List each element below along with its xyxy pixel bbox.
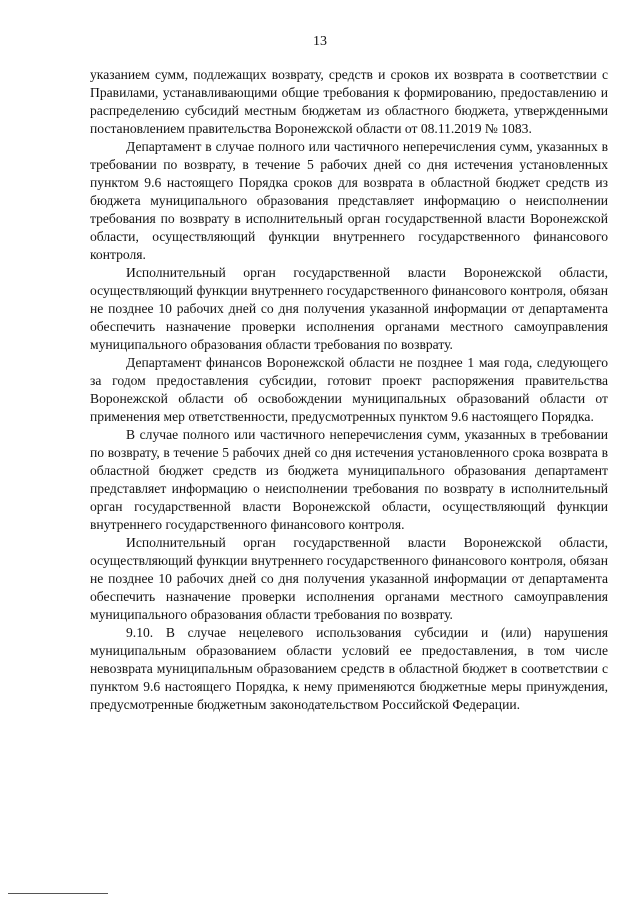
paragraph-clause-9-10: 9.10. В случае нецелевого использования субсидии и (или) нарушения муниципальным образованием области условий ее предоставления, в том числе невозврата муниципальным образованием средств в областной бюджет в соответствии с пунктом 9.6 настоящего Порядка, к нему применяются бюджетные меры принуждения, предусмотренные бюджетным законодательством Российской Федерации. [90, 625, 608, 712]
paragraph: Департамент в случае полного или частичного неперечисления сумм, указанных в требовании по возврату, в течение 5 рабочих дней со дня истечения установленных пунктом 9.6 настоящего Порядка сроков для возврата в областной бюджет средств из бюджета муниципального образования представляет информацию о неисполнении требования по возврату в исполнительный орган государственной власти Воронежской области, осуществляющий функции внутреннего государственного финансового контроля. [90, 139, 608, 262]
document-body [90, 66, 608, 714]
paragraph: Исполнительный орган государственной власти Воронежской области, осуществляющий функции внутреннего государственного финансового контроля, обязан не позднее 10 рабочих дней со дня получения указанной информации от департамента обеспечить назначение проверки исполнения органами местного самоуправления муниципального образования области требования по возврату. [90, 535, 608, 622]
paragraph-continuation: указанием сумм, подлежащих возврату, средств и сроков их возврата в соответствии с Правилами, устанавливающими общие требования к формированию, предоставлению и распределению субсидий местным бюджетам из областного бюджета, утвержденными постановлением правительства Воронежской области от 08.11.2019 № 1083. [90, 67, 608, 136]
footer-rule [8, 893, 108, 894]
paragraph: Департамент финансов Воронежской области не позднее 1 мая года, следующего за годом предоставления субсидии, готовит проект распоряжения правительства Воронежской области об освобождении муниципальных образований области от применения мер ответственности, предусмотренных пунктом 9.6 настоящего Порядка. [90, 355, 608, 424]
paragraph: В случае полного или частичного неперечисления сумм, указанных в требовании по возврату, в течение 5 рабочих дней со дня истечения установленного срока возврата в областной бюджет средств из бюджета муниципального образования департамент представляет информацию о неисполнении требования по возврату в исполнительный орган государственной власти Воронежской области, осуществляющий функции внутреннего государственного финансового контроля. [90, 427, 608, 532]
paragraph: Исполнительный орган государственной власти Воронежской области, осуществляющий функции внутреннего государственного финансового контроля, обязан не позднее 10 рабочих дней со дня получения указанной информации от департамента обеспечить назначение проверки исполнения органами местного самоуправления муниципального образования области требования по возврату. [90, 265, 608, 352]
page-number: 13 [313, 34, 327, 49]
